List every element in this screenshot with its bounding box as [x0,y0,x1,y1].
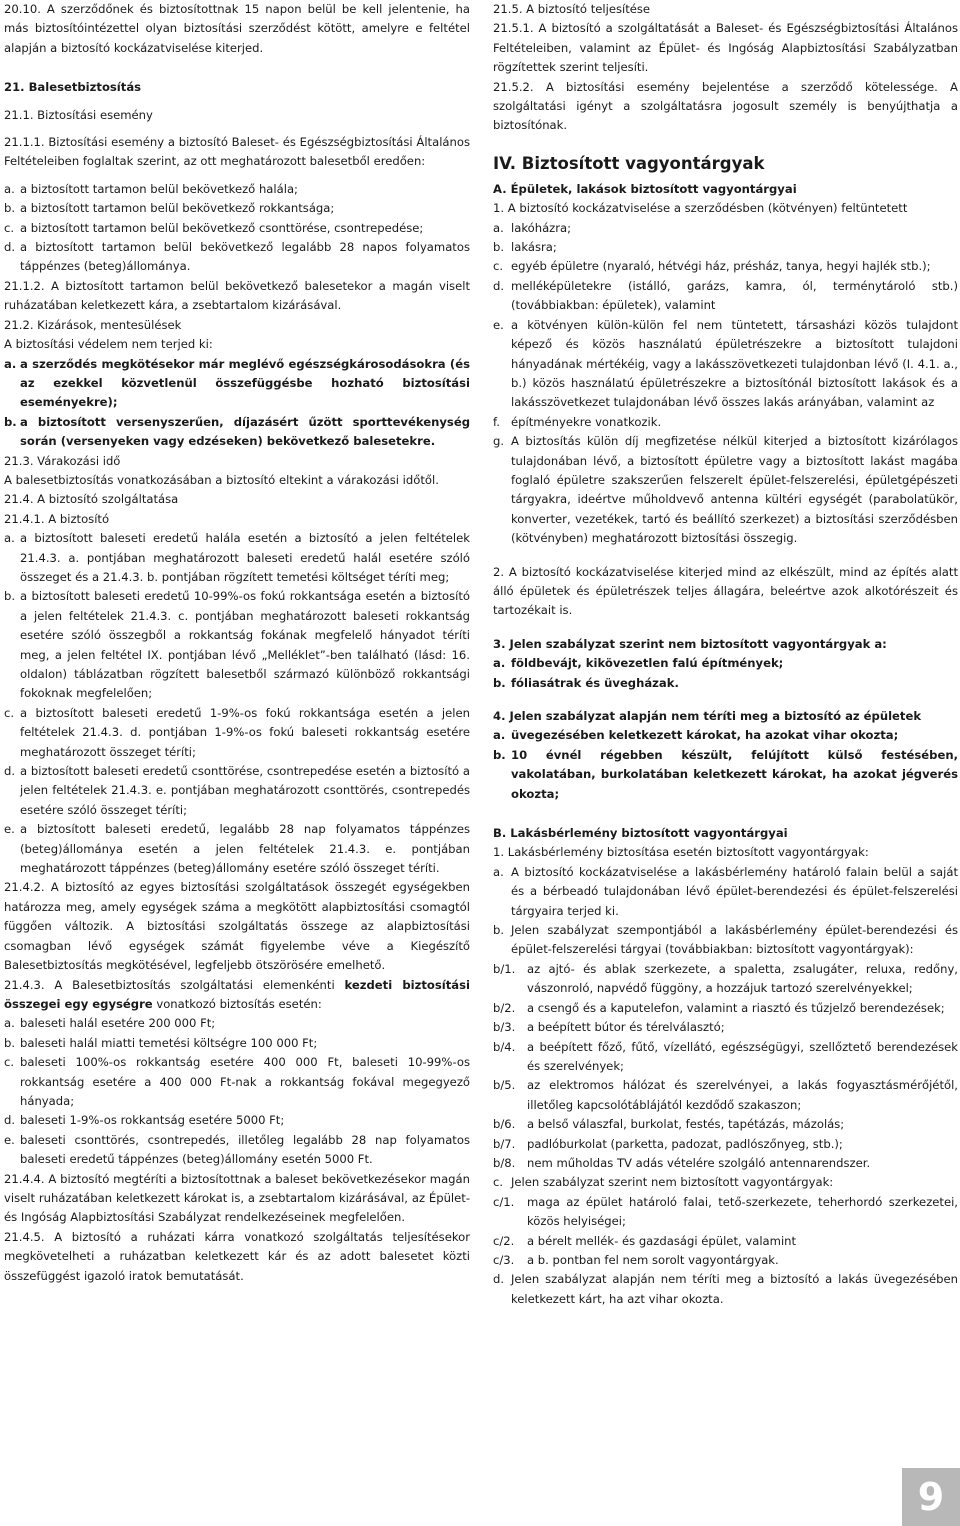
para-21-1-1: 21.1.1. Biztosítási esemény a biztosító Baleset- és Egészségbiztosítási Általános Feltételeiben foglaltak szerint, az ott meghatározott balesetből eredően: [4,135,470,169]
list-item: b. a biztosított tartamon belül bekövetkező rokkantsága; [4,201,335,216]
list-item: a. a biztosított baleseti eredetű halála esetén a biztosító a jelen feltételek 21.4.3. a. pontjában meghatározott baleseti eredetű halál esetére szóló összeget és a 21.4.3. b. pontjában rögzített temetési költséget téríti meg; [4,531,470,584]
list-a-4 [493,726,958,804]
list-item: a. üvegezésében keletkezett károkat, ha azokat vihar okozta; [493,728,899,743]
list-exclusions [4,355,470,452]
list-item: e. baleseti csonttörés, csontrepedés, illetőleg legalább 28 nap folyamatos baleseti eredetű táppénzes (beteg)állomány esetén 5000 Ft. [4,1132,470,1167]
subheading-21-2: A biztosítási védelem nem terjed ki: [4,337,213,352]
list-item: b. a biztosított versenyszerűen, díjazásért űzött sporttevékenység során (versenyeken vagy edzéseken) bekövetkező balesetekre. [4,414,470,449]
list-item: a. A biztosító kockázatviselése a lakásbérlemény határoló falain belül a saját és a bérbeadó tulajdonában lévő épület-berendezési és épület-felszerelési tárgyaira terjed ki. [493,864,958,918]
list-item: b/6. a belső válaszfal, burkolat, festés, tapétázás, mázolás; [493,1117,845,1132]
para-21-1-2: 21.1.2. A biztosított tartamon belül bekövetkező balesetekor a magán viselt ruházatában keletkezett kára, a zsebtartalom kizárásával. [4,278,470,313]
page-number: 9 [902,1468,960,1526]
para-20-10: 20.10. A szerződőnek és biztosítottnak 15 napon belül be kell jelentenie, ha más biztosítóintézettel olyan biztosítási szerződést kötött, amelyre e feltétel alapján a biztosító kockázatviselése kiterjed. [4,2,470,55]
list-item: b. baleseti halál miatti temetési költségre 100 000 Ft; [4,1035,318,1050]
list-item: f. építményekre vonatkozik. [493,414,662,429]
list-a-3 [493,654,958,693]
para-21-3: A balesetbiztosítás vonatkozásában a biztosító eltekint a várakozási időtől. [4,472,439,487]
list-item: c/1. maga az épület határoló falai, tető-szerkezete, teherhordó szerkezetei, közös helyiségei; [493,1194,958,1229]
list-item: b/7. padlóburkolat (parketta, padozat, padlószőnyeg, stb.); [493,1136,843,1151]
heading-21-3: 21.3. Várakozási idő [4,453,121,468]
para-21-4-4: 21.4.4. A biztosító megtéríti a biztosítottnak a baleset bekövetkezésekor magán viselt ruházatában keletkezett károkat is, a zsebtartalom kizárásával, az Épület- és Ingóság Alapbiztosítási Szabályzat rendelkezéseinek megfelelően. [4,1171,470,1225]
list-item: b/5. az elektromos hálózat és szerelvényei, a lakás fogyasztásmérőjétől, illetőleg kapcsolótáblájától kezdődő szakaszon; [493,1078,958,1112]
list-amounts [4,1014,470,1169]
heading-a: A. Épületek, lakások biztosított vagyontárgyai [493,181,797,196]
heading-21-4-1: 21.4.1. A biztosító [4,511,110,526]
list-item: b/2. a csengő és a kaputelefon, valamint a riasztó és tűzjelző berendezések; [493,1000,945,1015]
list-item: b. lakásra; [493,240,557,255]
list-item: b/8. nem műholdas TV adás vételére szolgáló antennarendszer. [493,1155,871,1170]
list-item: d. Jelen szabályzat alapján nem téríti meg a biztosító a lakás üvegezésében keletkezett kárt, ha azt vihar okozta. [493,1272,958,1306]
para-21-4-2: 21.4.2. A biztosító az egyes biztosítási szolgáltatások összegét egységekben határozza meg, amely egységek száma a megkötött alapbiztosítási csomagtól függően változik. A biztosítási szolgáltatás összege az alapbiztosítási csomagban lévő egységek számát figyelembe véve a Kiegészítő Balesetbiztosítás megkötésével, legfeljebb ötszörösére emelhető. [4,880,470,973]
list-item: c. baleseti 100%-os rokkantság esetére 400 000 Ft, baleseti 10-99%-os rokkantság esetére a 400 000 Ft-nak a rokkantság fokával megegyező hányada; [4,1055,470,1108]
right-column [493,0,958,1309]
list-item: d. a biztosított tartamon belül bekövetkező legalább 28 napos folyamatos táppénzes (beteg)állománya. [4,240,470,274]
heading-21-5: 21.5. A biztosító teljesítése [493,2,651,16]
para-a-3: 3. Jelen szabályzat szerint nem biztosított vagyontárgyak a: [493,636,887,651]
list-item: b. fóliasátrak és üvegházak. [493,675,679,690]
para-b-1: 1. Lakásbérlemény biztosítása esetén biztosított vagyontárgyak: [493,845,869,860]
heading-21-2: 21.2. Kizárások, mentesülések [4,317,182,332]
list-item: c. Jelen szabályzat szerint nem biztosított vagyontárgyak: [493,1175,834,1190]
para-a-4: 4. Jelen szabályzat alapján nem téríti meg a biztosító az épületek [493,709,922,723]
list-item: d. baleseti 1-9%-os rokkantság esetére 5000 Ft; [4,1113,285,1128]
para-21-4-3: 21.4.3. A Balesetbiztosítás szolgáltatási elemenkénti kezdeti biztosítási összegei egy egységre vonatkozó biztosítás esetén: [4,977,470,1011]
list-item: b/1. az ajtó- és ablak szerkezete, a spaletta, zsalugáter, reluxa, redőny, vászonroló, napvédő függöny, a hozzájuk tartozó szerelvényekkel; [493,961,958,996]
list-item: c/2. a bérelt mellék- és gazdasági épület, valamint [493,1233,797,1248]
list-item: a. a szerződés megkötésekor már meglévő egészségkárosodásokra (és az ezekkel közvetlenül összefüggésbe hozható biztosítási eseményekre); [4,356,470,410]
list-item: d. melléképületekre (istálló, garázs, kamra, ól, terménytároló stb.) (továbbiakban: épületek), valamint [493,278,958,313]
list-item: a. földbevájt, kikövezetlen falú építmények; [493,656,784,671]
para-21-5-2: 21.5.2. A biztosítási esemény bejelentése a szerződő kötelessége. A szolgáltatási igényt a szolgáltatásra jogosult személy is benyújthatja a biztosítónak. [493,79,958,133]
list-item: b. a biztosított baleseti eredetű 10-99%-os fokú rokkantsága esetén a biztosító a jelen feltételek 21.4.3. c. pontjában meghatározott baleseti rokkantság esetére szóló összegből a rokkantság fokának megfelelő hányadot téríti meg, a jelen feltétel IX. pontjában lévő „Melléklet”-ben található (lásd: 16. oldalon) táblázatban rögzített balesetből származó különböző rokkantsági fokoknak megfelelően; [4,589,470,701]
heading-21: 21. Balesetbiztosítás [4,80,142,95]
list-item: b. 10 évnél régebben készült, felújított külső festésében, vakolatában, burkolatában keletkezett károkat, ha azokat jégverés okozta; [493,747,958,801]
para-a-1: 1. A biztosító kockázatviselése a szerződésben (kötvényen) feltüntetett [493,201,908,216]
list-item: c/3. a b. pontban fel nem sorolt vagyontárgyak. [493,1252,779,1267]
heading-21-4: 21.4. A biztosító szolgáltatása [4,492,179,507]
para-21-4-5: 21.4.5. A biztosító a ruházati kárra vonatkozó szolgáltatás teljesítésekor megkövetelheti a ruházatban keletkezett kár és az adott balesetet közti összefüggést igazoló iratok bemutatását. [4,1229,470,1283]
left-column [4,0,470,1286]
list-item: c. a biztosított baleseti eredetű 1-9%-os fokú rokkantsága esetén a jelen feltételek 21.4.3. d. pontjában 1-9%-os fokú baleseti rokkantság esetére meghatározott összeget téríti; [4,705,470,759]
list-item: e. a biztosított baleseti eredetű, legalább 28 nap folyamatos táppénzes (beteg)állománya esetén a jelen feltételek 21.4.3. e. pontjában meghatározott táppénzes (beteg)állomány esetére szóló összeget téríti. [4,822,470,876]
para-a-2: 2. A biztosító kockázatviselése kiterjed mind az elkészült, mind az építés alatt álló épületek és épületrészek teljes állagára, beleértve azok alkotórészeit és tartozékait is. [493,564,958,618]
heading-b: B. Lakásbérlemény biztosított vagyontárgyai [493,826,788,841]
list-c-sub [493,1193,958,1271]
list-item: c. a biztosított tartamon belül bekövetkező csonttörése, csontrepedése; [4,220,424,235]
list-item: b/3. a beépített bútor és térelválasztó; [493,1020,725,1035]
list-item: b/4. a beépített főző, fűtő, vízellátó, egészségügyi, szellőztető berendezések és szerelvények; [493,1039,958,1073]
heading-21-1: 21.1. Biztosítási esemény [4,107,153,122]
list-events [4,180,470,277]
list-item: c. egyéb épületre (nyaraló, hétvégi ház, présház, tanya, hegyi hajlék stb.); [493,259,931,274]
list-item: a. lakóházra; [493,220,572,235]
list-b-sub [493,960,958,1173]
section-title-iv: IV. Biztosított vagyontárgyak [493,153,765,173]
list-item: d. a biztosított baleseti eredetű csonttörése, csontrepedése esetén a biztosító a jelen feltételek 21.4.3. e. pontjában meghatározott csonttörés, csontrepedés esetére szóló összeget téríti; [4,764,470,817]
list-item: g. A biztosítás külön díj megfizetése nélkül kiterjed a biztosított kizárólagos tulajdonában lévő, a biztosított épületre vagy a biztosított lakást magába foglaló épületre szakszerűen felszerelt épület-felszerelési, épületgépészeti tárgyakra, ideértve műholdvevő antenna kültéri egységét (parabolatükör, konverter, vezetékek, tartó és beállító szerkezet) a biztosítási szerződésben (kötvényben) meghatározott biztosítási összegig. [493,434,958,546]
list-item: a. baleseti halál esetére 200 000 Ft; [4,1016,216,1031]
list-item: e. a kötvényen külön-külön fel nem tüntetett, társasházi közös tulajdont képező és közös használatú épületrészekre a biztosított tulajdoni hányadának mértékéig, vagy a lakásszövetkezeti tulajdonban lévő (I. 4.1. a., b.) közös használatú épületrészekre a biztosítónál biztosított lakások és a lakásszövetkezet tulajdonában lévő összes lakás arányában, valamint az [493,317,958,410]
list-services [4,529,470,878]
list-a [493,219,958,549]
list-item: a. a biztosított tartamon belül bekövetkező halála; [4,181,298,196]
para-21-5-1: 21.5.1. A biztosító a szolgáltatását a Baleset- és Egészségbiztosítási Általános Feltételeiben, valamint az Épület- és Ingóság Alapbiztosítási Szabályzatban rögzítettek szerint teljesíti. [493,21,958,75]
list-item: b. Jelen szabályzat szempontjából a lakásbérlemény épület-berendezési és épület-felszerelési tárgyai (továbbiakban: biztosított vagyontárgyak): [493,923,958,957]
